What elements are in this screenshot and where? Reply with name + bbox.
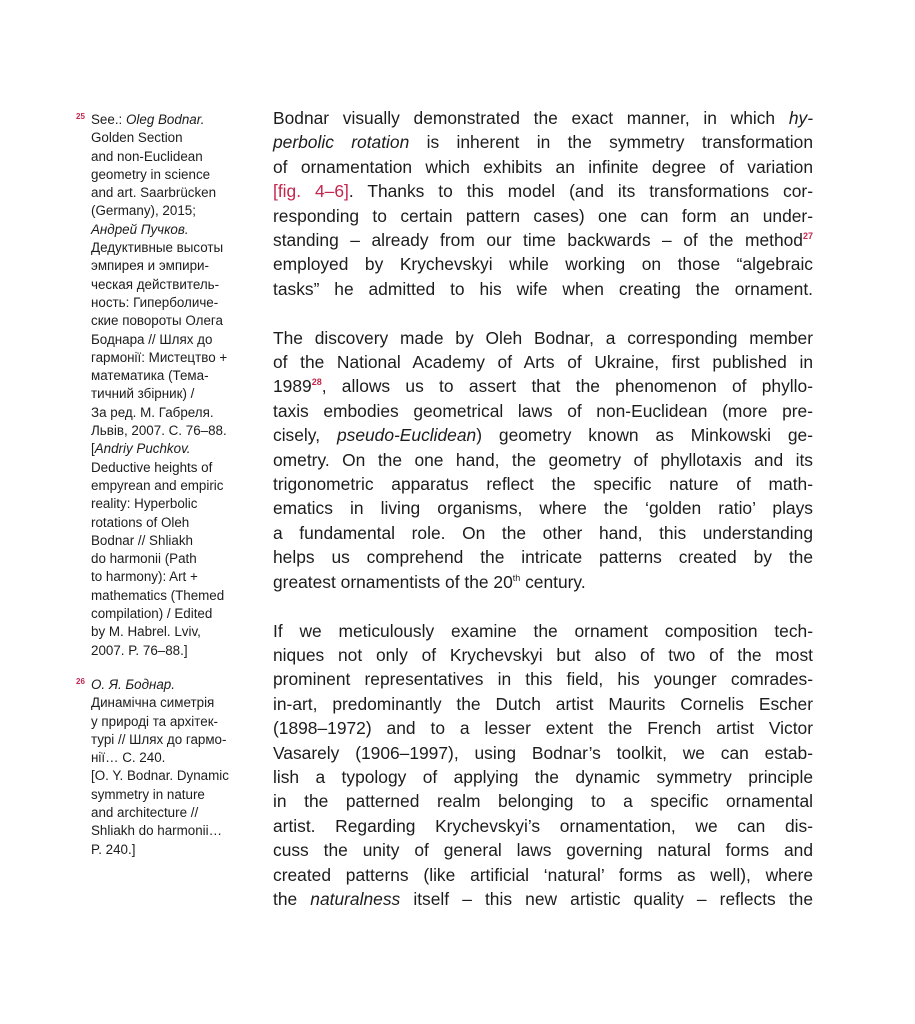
footnote-26	[76, 676, 256, 859]
footnote-line: математика (Тема-	[91, 368, 209, 384]
footnotes-column	[76, 111, 256, 875]
footnote-line: [Andriy Puchkov.	[91, 441, 191, 457]
text-line: perbolic rotation is inherent in the symmetry transformation	[273, 132, 813, 153]
footnote-line: and non-Euclidean	[91, 148, 203, 164]
text-line: greatest ornamentists of the 20th century.	[273, 571, 586, 592]
text-line: lish a typology of applying the dynamic symmetry principle	[273, 766, 813, 787]
footnote-line: Bodnar // Shliakh	[91, 532, 193, 548]
footnote-author: О. Я. Боднар.	[91, 676, 175, 692]
text-line: helps us comprehend the intricate patterns created by the	[273, 547, 813, 568]
figure-reference[interactable]: [fig. 4–6]	[273, 181, 349, 202]
footnote-line: Deductive heights of	[91, 459, 213, 475]
footnote-line: ность: Гиперболиче-	[91, 294, 219, 310]
footnote-ref-28[interactable]: 28	[311, 377, 322, 388]
footnote-line: reality: Hyperbolic	[91, 496, 198, 512]
footnote-line: P. 240.]	[91, 841, 136, 857]
text-line: artist. Regarding Krychevskyi’s ornamentation, we can dis-	[273, 815, 813, 836]
footnote-line: empyrean and empiric	[91, 477, 224, 493]
text-line: ometry. On the one hand, the geometry of phyllotaxis and its	[273, 449, 813, 470]
main-text	[273, 106, 813, 936]
text-line: Bodnar visually demonstrated the exact manner, in which hy-	[273, 108, 813, 128]
text-line: prominent representatives in this field, his younger comrades-	[273, 669, 813, 690]
text-line: of ornamentation which exhibits an infinite degree of variation	[273, 156, 813, 177]
footnote-line: [O. Y. Bodnar. Dynamic	[91, 768, 229, 784]
footnote-line: See.: Oleg Bodnar.	[91, 112, 205, 127]
text-line: of the National Academy of Arts of Ukraine, first published in	[273, 352, 813, 373]
footnote-line: турі // Шлях до гармо-	[91, 731, 227, 747]
text-line: cuss the unity of general laws governing natural forms and	[273, 840, 813, 861]
footnote-line: тичний збірник) /	[91, 386, 195, 402]
footnote-line	[91, 221, 256, 239]
text-line: in the patterned realm belonging to a specific ornamental	[273, 791, 813, 812]
italic-term: hy-	[788, 108, 813, 128]
footnote-line: За ред. М. Габреля.	[91, 404, 214, 420]
footnote-author: Andriy Puchkov.	[94, 441, 191, 457]
footnote-line: эмпирея и эмпири-	[91, 258, 209, 274]
italic-term: pseudo-Euclidean	[336, 425, 477, 446]
footnote-line: and architecture //	[91, 804, 199, 820]
text-line: the naturalness itself – this new artistic quality – reflects the	[273, 888, 814, 909]
footnote-ref-27[interactable]: 27	[802, 231, 813, 242]
text-line: tasks” he admitted to his wife when creating the ornament.	[273, 278, 813, 299]
paragraph-3	[273, 619, 813, 912]
text-line: niques not only of Krychevskyi but also of two of the most	[273, 644, 813, 665]
footnote-line: by M. Habrel. Lviv,	[91, 624, 201, 640]
footnote-line: to harmony): Art +	[91, 569, 198, 585]
italic-term: naturalness	[310, 888, 401, 909]
footnote-line: Дедуктивные высоты	[91, 240, 224, 256]
superscript: th	[512, 572, 521, 583]
footnote-author: Андрей Пучков.	[91, 221, 189, 237]
footnote-line: Динамічна симетрія	[91, 695, 215, 711]
text-line: taxis embodies geometrical laws of non-Euclidean (more pre-	[273, 400, 813, 421]
footnote-line: symmetry in nature	[91, 786, 205, 802]
text-line: a fundamental role. On the other hand, this understanding	[273, 522, 813, 543]
text-line: responding to certain pattern cases) one can form an under-	[273, 205, 813, 226]
footnote-line: ческая действитель-	[91, 276, 220, 292]
footnote-line: Боднара // Шлях до	[91, 331, 213, 347]
footnote-line: ские повороты Олега	[91, 313, 223, 329]
footnote-text	[91, 676, 256, 859]
footnote-line: rotations of Oleh	[91, 514, 190, 530]
footnote-line: Golden Section	[91, 130, 183, 146]
italic-term: perbolic rotation	[273, 132, 410, 153]
text-line: (1898–1972) and to a lesser extent the French artist Victor	[273, 718, 813, 739]
footnote-25	[76, 111, 256, 660]
footnote-line: compilation) / Edited	[91, 606, 213, 622]
footnote-line: do harmonii (Path	[91, 551, 197, 567]
footnote-line: geometry in science	[91, 166, 211, 182]
text-line: Vasarely (1906–1997), using Bodnar’s toolkit, we can estab-	[273, 742, 813, 763]
paragraph-2	[273, 326, 813, 594]
footnote-line: and art. Saarbrücken	[91, 185, 217, 201]
text-line: trigonometric apparatus reflect the specific nature of math-	[273, 474, 813, 495]
footnote-author: Oleg Bodnar.	[126, 112, 205, 127]
footnote-line	[91, 676, 256, 694]
text-line: [fig. 4–6]. Thanks to this model (and its transformations cor-	[273, 181, 813, 202]
footnote-line: Shliakh do harmonii…	[91, 823, 222, 839]
footnote-number: 26	[76, 676, 85, 686]
text-line: The discovery made by Oleh Bodnar, a corresponding member	[273, 327, 813, 348]
paragraph-1	[273, 106, 813, 301]
text-line: in-art, predominantly the Dutch artist Maurits Cornelis Escher	[273, 693, 813, 714]
footnote-line: (Germany), 2015;	[91, 203, 196, 219]
footnote-line: гармонії: Мистецтво +	[91, 349, 228, 365]
footnote-line: mathematics (Themed	[91, 587, 225, 603]
text-line: employed by Krychevskyi while working on those “algebraic	[273, 254, 813, 275]
text-line: cisely, pseudo-Euclidean) geometry known as Minkowski ge-	[273, 425, 814, 446]
footnote-number: 25	[76, 112, 85, 121]
footnote-line: 2007. P. 76–88.]	[91, 642, 188, 658]
footnote-line: нії… С. 240.	[91, 750, 166, 766]
text-line: 1989$^{28}$, allows us to assert that the phenomenon of phyllo-	[273, 376, 813, 397]
text-line: standing – already from our time backwards – of the method$^{27}$	[273, 230, 813, 251]
footnote-line: у природі та архітек-	[91, 713, 219, 729]
footnote-text	[91, 111, 256, 660]
text-line: If we meticulously examine the ornament composition tech-	[273, 620, 813, 641]
footnote-line: Львів, 2007. С. 76–88.	[91, 423, 227, 439]
text-line: ematics in living organisms, where the ‘golden ratio’ plays	[273, 498, 813, 519]
text-line: created patterns (like artificial ‘natural’ forms as well), where	[273, 864, 813, 885]
